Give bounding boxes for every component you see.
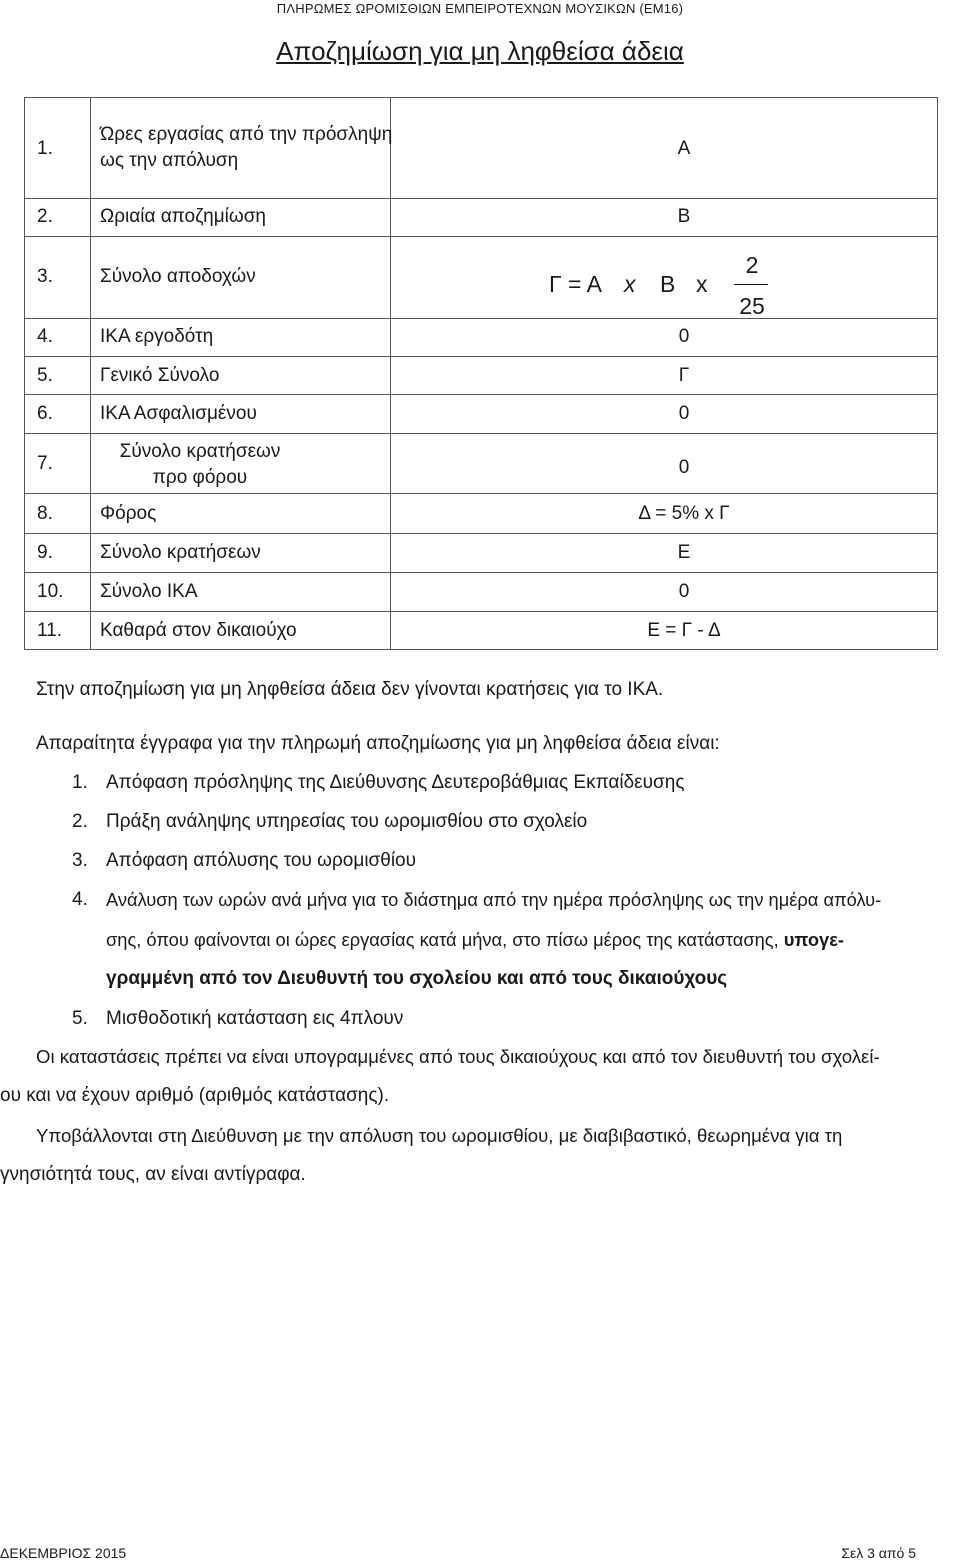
doc-item-emphasis: γραμμένη από τον Διευθυντή του σχολείου και από τους δικαιούχους bbox=[106, 968, 728, 989]
doc-item: Απόφαση απόλυσης του ωρομισθίου bbox=[106, 850, 417, 871]
row-label: Καθαρά στον δικαιούχο bbox=[100, 620, 297, 641]
formula-times: x bbox=[624, 271, 636, 297]
table-col-divider bbox=[390, 97, 391, 650]
row-label: Σύνολο ΙΚΑ bbox=[100, 581, 198, 602]
row-number: 10. bbox=[37, 581, 64, 602]
footer-page-number: Σελ 3 από 5 bbox=[841, 1545, 916, 1561]
fraction-denominator: 25 bbox=[739, 293, 765, 319]
row-value: 0 bbox=[678, 581, 690, 602]
doc-item-line2 bbox=[106, 927, 925, 953]
signed-note: Οι καταστάσεις πρέπει να είναι υπογραμμένες από τους δικαιούχους και από τον διευθυντή του σχολεί- bbox=[36, 1046, 880, 1067]
doc-item-text: σης, όπου φαίνονται οι ώρες εργασίας κατά μήνα, στο πίσω μέρος της κατάστασης, bbox=[106, 929, 779, 950]
row-number: 4. bbox=[37, 326, 53, 347]
row-label: ΙΚΑ εργοδότη bbox=[100, 326, 214, 347]
row-number: 7. bbox=[37, 453, 53, 474]
doc-number: 2. bbox=[72, 811, 88, 832]
doc-number: 5. bbox=[72, 1008, 88, 1029]
row-number: 8. bbox=[37, 503, 53, 524]
table-row-divider bbox=[24, 356, 938, 357]
table-row-divider bbox=[24, 318, 938, 319]
table-row-divider bbox=[24, 198, 938, 199]
row-value: Γ bbox=[678, 365, 690, 386]
doc-item: Μισθοδοτική κατάσταση εις 4πλουν bbox=[106, 1008, 404, 1029]
table-row-divider bbox=[24, 533, 938, 534]
row-label: Σύνολο κρατήσεων bbox=[119, 441, 281, 462]
doc-number: 4. bbox=[72, 889, 88, 910]
row-label: Ωριαία αποζημίωση bbox=[100, 206, 266, 227]
table-col-divider bbox=[90, 97, 91, 650]
table-row-divider bbox=[24, 611, 938, 612]
row-label: ως την απόλυση bbox=[100, 150, 239, 171]
formula-b: Β bbox=[660, 271, 676, 297]
note-no-deductions: Στην αποζημίωση για μη ληφθείσα άδεια δεν γίνονται κρατήσεις για το ΙΚΑ. bbox=[36, 679, 664, 700]
row-value: 0 bbox=[678, 457, 690, 478]
row-value: Β bbox=[677, 206, 691, 227]
docs-intro: Απαραίτητα έγγραφα για την πληρωμή αποζημίωσης για μη ληφθείσα άδεια είναι: bbox=[36, 733, 720, 754]
row-label: ΙΚΑ Ασφαλισμένου bbox=[100, 403, 257, 424]
compensation-table bbox=[24, 97, 938, 650]
formula-gamma: Γ = Α bbox=[549, 271, 602, 297]
row-number: 3. bbox=[37, 266, 53, 287]
row-label: Ώρες εργασίας από την πρόσληψη bbox=[100, 124, 393, 145]
row-value: Ε = Γ - Δ bbox=[647, 620, 721, 641]
row-number: 11. bbox=[37, 620, 63, 641]
row-value: Α bbox=[677, 138, 691, 159]
row-label: Γενικό Σύνολο bbox=[100, 365, 220, 386]
row-value: 0 bbox=[678, 326, 690, 347]
doc-item: Ανάλυση των ωρών ανά μήνα για το διάστημα από την ημέρα πρόσληψης ως την ημέρα απόλυ- bbox=[106, 889, 882, 910]
row-value: 0 bbox=[678, 403, 690, 424]
page-title: Αποζημίωση για μη ληφθείσα άδεια bbox=[276, 36, 684, 66]
row-label: Σύνολο αποδοχών bbox=[100, 266, 256, 287]
table-row-divider bbox=[24, 433, 938, 434]
row-number: 2. bbox=[37, 206, 53, 227]
table-row-divider bbox=[24, 236, 938, 237]
submit-note-cont: γνησιότητά τους, αν είναι αντίγραφα. bbox=[0, 1164, 306, 1185]
row-number: 1. bbox=[37, 138, 53, 159]
doc-number: 1. bbox=[72, 772, 88, 793]
doc-number: 3. bbox=[72, 850, 88, 871]
footer-date: ΔΕΚΕΜΒΡΙΟΣ 2015 bbox=[0, 1545, 127, 1561]
row-number: 5. bbox=[37, 365, 53, 386]
submit-note: Υποβάλλονται στη Διεύθυνση με την απόλυση του ωρομισθίου, με διαβιβαστικό, θεωρημένα για τη bbox=[36, 1125, 843, 1146]
fraction-bar bbox=[734, 284, 768, 285]
row-label: Σύνολο κρατήσεων bbox=[100, 542, 261, 563]
row-number: 9. bbox=[37, 542, 53, 563]
row-label: προ φόρου bbox=[152, 467, 248, 488]
row-value: Ε bbox=[677, 542, 691, 563]
formula-times: x bbox=[696, 271, 708, 297]
signed-note-cont: ου και να έχουν αριθμό (αριθμός κατάστασης). bbox=[0, 1085, 390, 1106]
table-row-divider bbox=[24, 493, 938, 494]
doc-item-emphasis: υπογε- bbox=[783, 929, 844, 950]
table-row-divider bbox=[24, 394, 938, 395]
row-number: 6. bbox=[37, 403, 53, 424]
row-label: Φόρος bbox=[100, 503, 157, 524]
running-header: ΠΛΗΡΩΜΕΣ ΩΡΟΜΙΣΘΙΩΝ ΕΜΠΕΙΡΟΤΕΧΝΩΝ ΜΟΥΣΙΚΩΝ (ΕΜ16) bbox=[276, 1, 684, 16]
doc-item: Πράξη ανάληψης υπηρεσίας του ωρομισθίου στο σχολείο bbox=[106, 811, 588, 832]
table-row-divider bbox=[24, 572, 938, 573]
fraction-numerator: 2 bbox=[745, 252, 759, 278]
row-value: Δ = 5% x Γ bbox=[638, 503, 730, 524]
doc-item: Απόφαση πρόσληψης της Διεύθυνσης Δευτεροβάθμιας Εκπαίδευσης bbox=[106, 772, 685, 793]
